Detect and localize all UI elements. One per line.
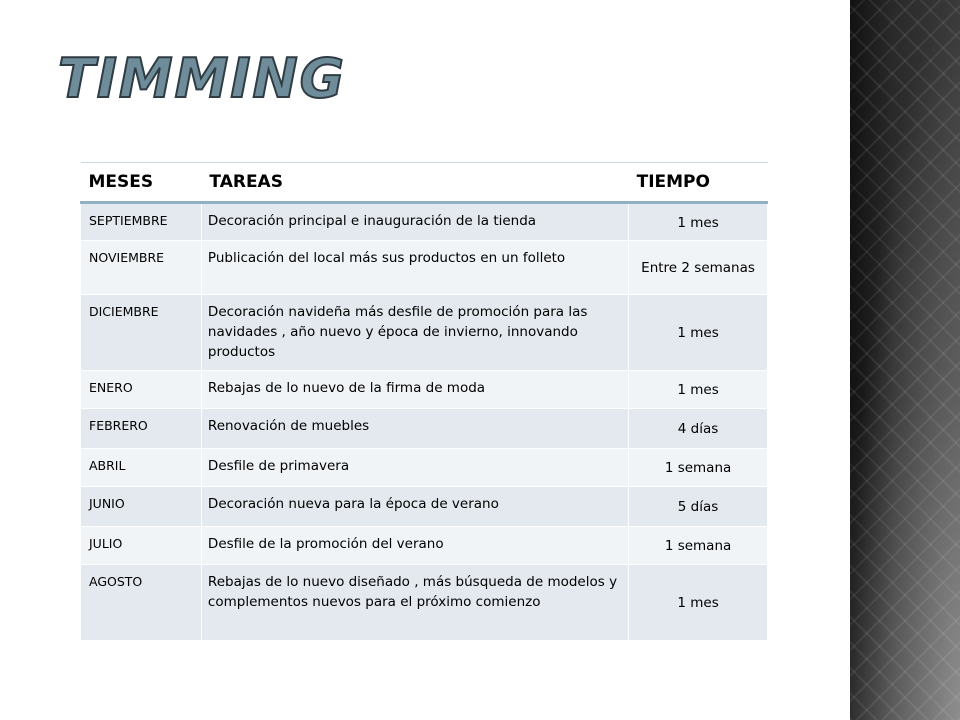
table-row [81,487,768,527]
task-cell: Decoración navideña más desfile de promoción para las navidades , año nuevo y época de invierno, innovando productos [201,295,628,371]
time-cell: 5 días [629,487,768,527]
table-row [81,409,768,449]
month-cell: FEBRERO [81,409,202,449]
task-cell: Desfile de la promoción del verano [201,527,628,565]
time-cell: 1 semana [629,527,768,565]
table-row [81,241,768,295]
time-cell: 1 semana [629,449,768,487]
time-cell: Entre 2 semanas [629,241,768,295]
task-cell: Desfile de primavera [201,449,628,487]
month-cell: ABRIL [81,449,202,487]
table-row [81,449,768,487]
time-cell: 1 mes [629,371,768,409]
slide-title: TIMMING [58,47,347,110]
time-cell: 1 mes [629,565,768,641]
time-cell: 1 mes [629,203,768,241]
month-cell: NOVIEMBRE [81,241,202,295]
month-cell: DICIEMBRE [81,295,202,371]
task-cell: Rebajas de lo nuevo de la firma de moda [201,371,628,409]
month-cell: AGOSTO [81,565,202,641]
time-cell: 4 días [629,409,768,449]
month-cell: SEPTIEMBRE [81,203,202,241]
timing-table [80,162,768,641]
month-cell: JULIO [81,527,202,565]
table-row [81,527,768,565]
month-cell: JUNIO [81,487,202,527]
table-row [81,295,768,371]
table-row [81,565,768,641]
task-cell: Renovación de muebles [201,409,628,449]
month-cell: ENERO [81,371,202,409]
decorative-side-panel [850,0,960,720]
task-cell: Rebajas de lo nuevo diseñado , más búsqueda de modelos y complementos nuevos para el próximo comienzo [201,565,628,641]
task-cell: Publicación del local más sus productos en un folleto [201,241,628,295]
task-cell: Decoración principal e inauguración de la tienda [201,203,628,241]
header-row [81,163,768,203]
header-months: MESES [81,163,202,203]
header-time: TIEMPO [629,163,768,203]
time-cell: 1 mes [629,295,768,371]
header-tasks: TAREAS [201,163,628,203]
task-cell: Decoración nueva para la época de verano [201,487,628,527]
table-row [81,371,768,409]
table-row [81,203,768,241]
